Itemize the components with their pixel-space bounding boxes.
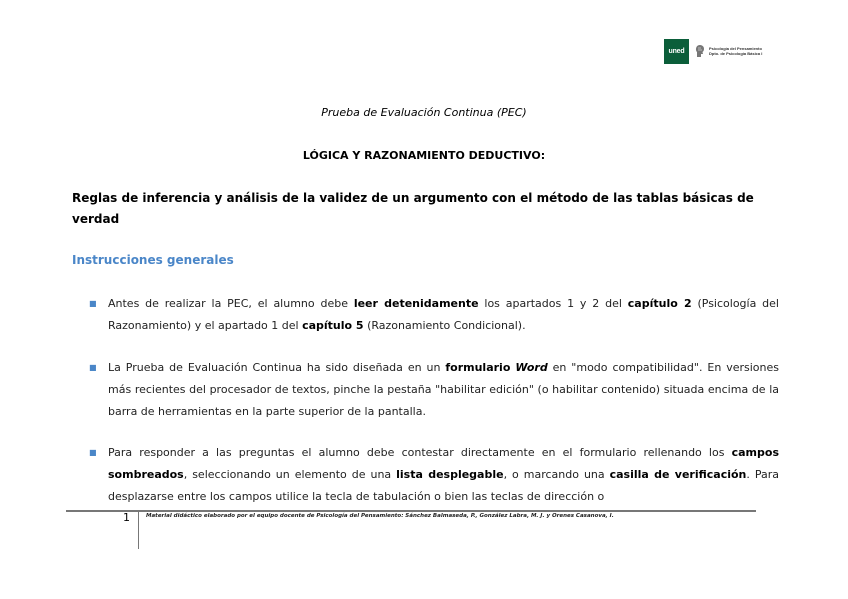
- bullet-square-icon: ■: [89, 299, 97, 308]
- brain-profile-icon: [695, 44, 705, 58]
- header-logos: [664, 39, 780, 65]
- dept-line-1: Psicología del Pensamiento: [709, 46, 762, 51]
- list-item: ■ La Prueba de Evaluación Continua ha sido diseñada en un formulario Word en "modo compatibilidad". En versiones más recientes del procesador de textos, pinche la pestaña "habilitar edición" (o habilitar contenido) situada encima de la barra de herramientas en la parte superior de la pantalla.: [89, 357, 779, 423]
- rules-title: Reglas de inferencia y análisis de la validez de un argumento con el método de las tablas básicas de verdad: [72, 191, 754, 226]
- list-item: ■ Antes de realizar la PEC, el alumno debe leer detenidamente los apartados 1 y 2 del capítulo 2 (Psicología del Razonamiento) y el apartado 1 del capítulo 5 (Razonamiento Condicional).: [89, 293, 779, 337]
- footer-note: Material didáctico elaborado por el equipo docente de Psicología del Pensamiento: Sánchez Balmaseda, P., González Labra, M. J. y Orenes Casanova, I.: [146, 513, 614, 519]
- document-subtitle: Prueba de Evaluación Continua (PEC): [321, 106, 527, 119]
- bullet-list: [89, 357, 779, 423]
- department-label: [709, 46, 762, 56]
- page-number: 1: [123, 511, 130, 524]
- section-heading: Instrucciones generales: [72, 253, 234, 267]
- bullet-list: [89, 293, 779, 337]
- footer-divider: [66, 510, 756, 512]
- bullet-square-icon: ■: [89, 363, 97, 372]
- uned-logo: uned: [664, 39, 689, 64]
- dept-line-2: Dpto. de Psicología Básica I: [709, 51, 763, 56]
- bullet-square-icon: ■: [89, 448, 97, 457]
- footer-vertical-divider: [138, 511, 139, 549]
- bullet-list: [89, 442, 779, 508]
- list-item: ■ Para responder a las preguntas el alumno debe contestar directamente en el formulario rellenando los campos sombreados, seleccionando un elemento de una lista desplegable, o marcando una casilla de verificación. Para desplazarse entre los campos utilice la tecla de tabulación o bien las teclas de dirección o: [89, 442, 779, 508]
- document-main-title: LÓGICA Y RAZONAMIENTO DEDUCTIVO:: [302, 149, 546, 162]
